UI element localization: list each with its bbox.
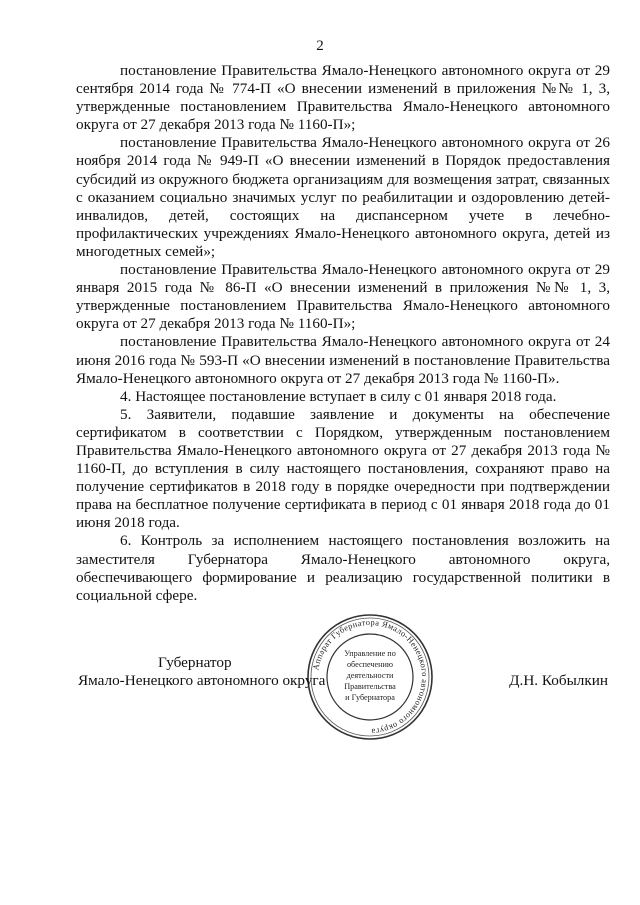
seal-inner-line: обеспечению [346, 660, 394, 669]
paragraph-item-4: 4. Настоящее постановление вступает в силу с 01 января 2018 года. [120, 387, 557, 405]
page-number: 2 [316, 38, 324, 54]
seal-inner-line: деятельности [346, 671, 394, 680]
document-body [76, 62, 610, 605]
paragraph-repeal-774p: постановление Правительства Ямало-Ненецкого автономного округа от 29 сентября 2014 года № 774-П «О внесении изменений в приложения №№ 1, 3, утвержденные постановлением Правительства Ямало-Ненецкого автономного округа от 27 декабря 2013 года № 1160-П»; [76, 62, 610, 134]
signatory-title-line1: Губернатор [158, 654, 232, 671]
signature-block [76, 654, 610, 714]
paragraph-repeal-949p: постановление Правительства Ямало-Ненецкого автономного округа от 26 ноября 2014 года № 949-П «О внесении изменений в Порядок предоставления субсидий из окружного бюджета организациям для возмещения затрат, связанных с оказанием социально значимых услуг по реабилитации и оздоровлению детей-инвалидов, детей, состоящих на диспансерном учете в лечебно-профилактических учреждениях Ямало-Ненецкого автономного округа, детей из многодетных семей»; [76, 134, 610, 260]
signatory-name: Д.Н. Кобылкин [509, 672, 608, 689]
paragraph-item-6: 6. Контроль за исполнением настоящего постановления возложить на заместителя Губернатора Ямало-Ненецкого автономного округа, обеспечивающего формирование и реализацию государственной политики в социальной сфере. [76, 532, 610, 604]
paragraph-item-5: 5. Заявители, подавшие заявление и документы на обеспечение сертификатом в соответствии с Порядком, утвержденным постановлением Правительства Ямало-Ненецкого автономного округа от 27 декабря 2013 года № 1160-П, до вступления в силу настоящего постановления, сохраняют право на получение сертификатов в 2018 году в порядке очередности при подтверждении права на бесплатное получение сертификата в период с 01 января 2018 года до 01 июня 2018 года. [76, 405, 610, 532]
paragraph-repeal-86p: постановление Правительства Ямало-Ненецкого автономного округа от 29 января 2015 года № 86-П «О внесении изменений в приложения №№ 1, 3, утвержденные постановлением Правительства Ямало-Ненецкого автономного округа от 27 декабря 2013 года № 1160-П»; [76, 261, 610, 333]
seal-outer-text: Аппарат Губернатора Ямало-Ненецкого автономного округа [311, 617, 430, 737]
seal-inner-line: Правительства [344, 682, 396, 691]
paragraph-repeal-593p: постановление Правительства Ямало-Ненецкого автономного округа от 24 июня 2016 года № 593-П «О внесении изменений в постановление Правительства Ямало-Ненецкого автономного округа от 27 декабря 2013 года № 1160-П». [76, 333, 610, 387]
seal-inner-line: Управление по [344, 649, 396, 658]
signatory-title-line2: Ямало-Ненецкого автономного округа [78, 672, 326, 689]
seal-inner-line: и Губернатора [345, 693, 395, 702]
